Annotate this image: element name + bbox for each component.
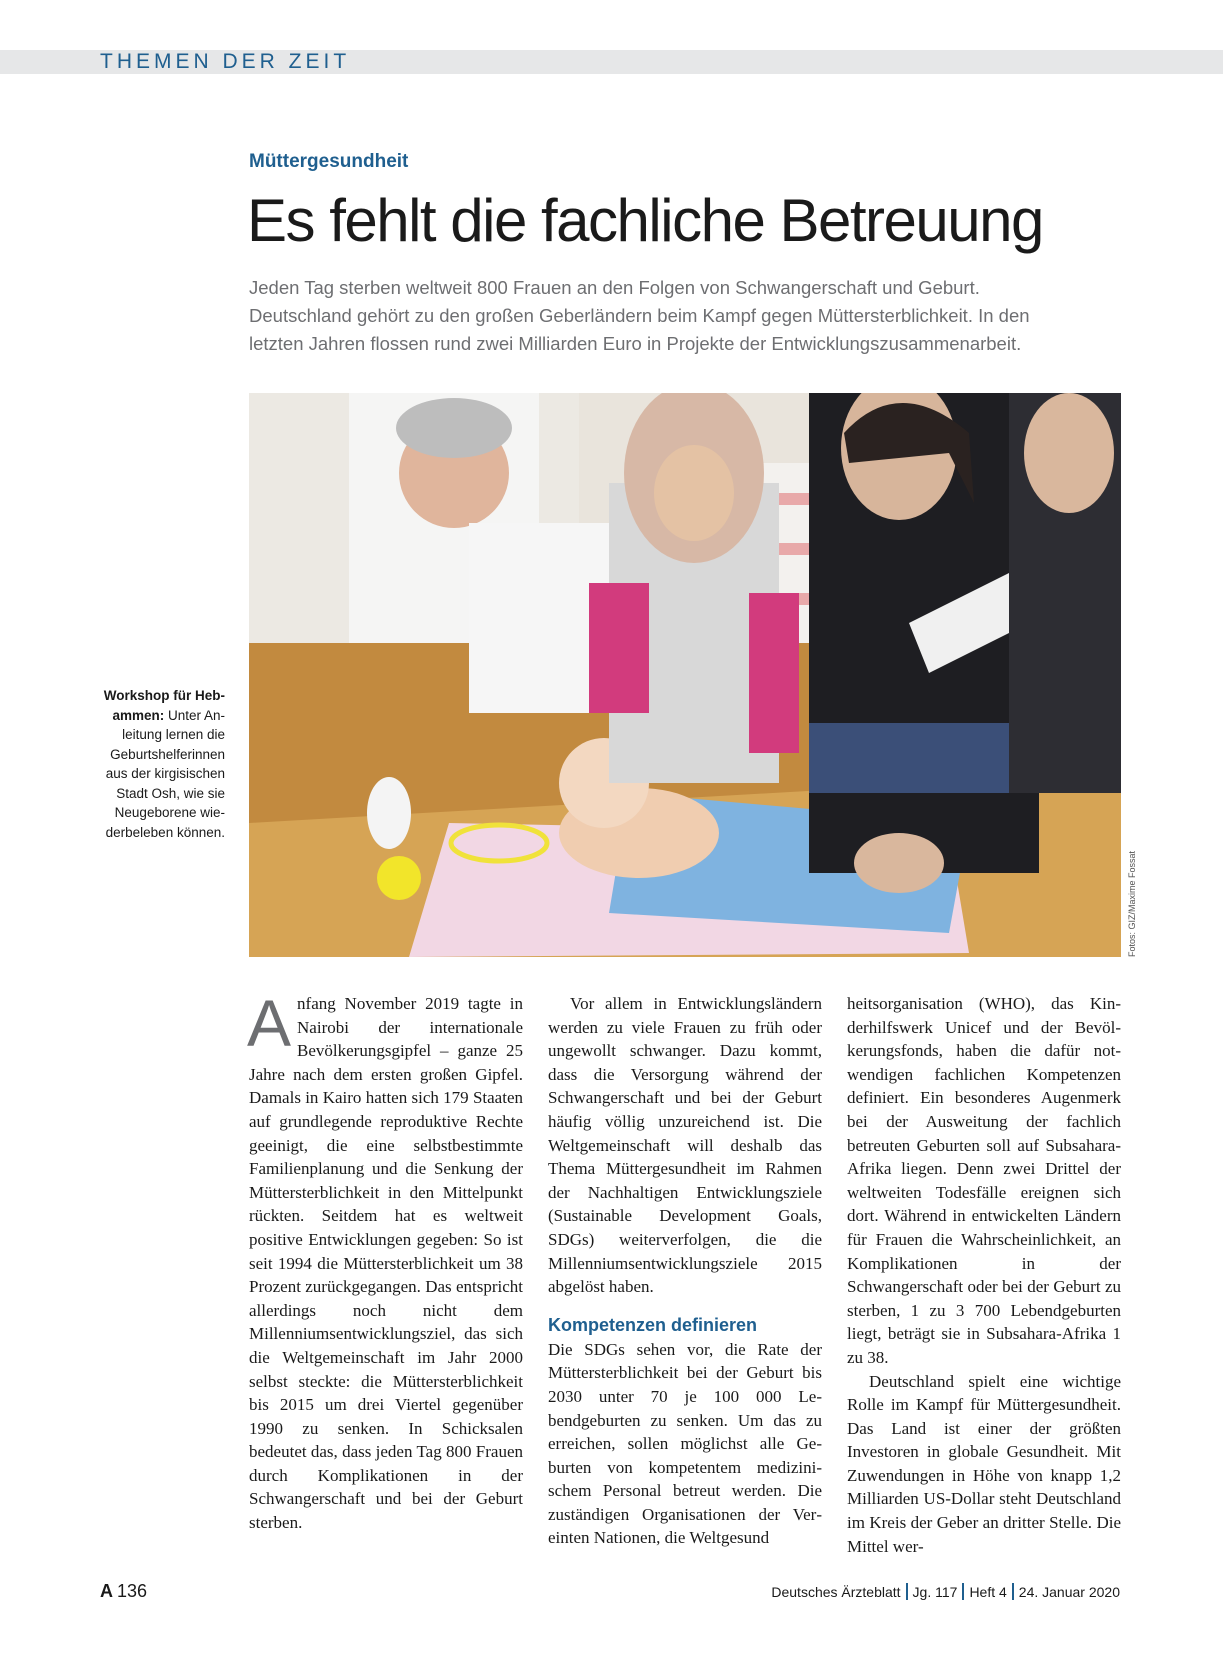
lead-line: letzten Jahren flossen rund zwei Milliarden Euro in Projekte der Entwicklungszusammenarbeit. bbox=[249, 333, 1022, 354]
article-photo bbox=[249, 393, 1121, 957]
footer-divider bbox=[1012, 1583, 1014, 1600]
footer-divider bbox=[962, 1583, 964, 1600]
folio-prefix: A bbox=[100, 1581, 113, 1601]
issue-date: 24. Januar 2020 bbox=[1018, 1584, 1120, 1600]
page-number-value: 136 bbox=[117, 1581, 148, 1601]
article-kicker: Müttergesundheit bbox=[249, 151, 409, 172]
lead-line: Deutschland gehört zu den großen Geberländern beim Kampf gegen Müttersterblichkeit. In den bbox=[249, 305, 1030, 326]
section-label: THEMEN DER ZEIT bbox=[100, 50, 351, 73]
journal-footer bbox=[771, 1583, 1120, 1600]
drop-cap: A bbox=[247, 986, 292, 1060]
body-paragraph: Die SDGs sehen vor, die Rate der Müttersterblichkeit bei der Geburt bis 2030 unter 70 je 100 000 Lebendgeburten zu senken. Um das zu erreichen, sollen möglichst alle Geburten von kompetentem medizinischem Personal betreut werden. Die zuständigen Organisationen der Vereinten Nationen, die Weltgesund bbox=[548, 1339, 822, 1548]
caption-text: Unter Anleitung lernen die Geburtshelferinnen aus der kirgisischen Stadt Osh, wie sie Neugeborene wiederbeleben können. bbox=[105, 707, 225, 840]
section-subhead: Kompetenzen definieren bbox=[548, 1314, 758, 1335]
body-paragraph: Deutschland spielt eine wichtige Rolle im Kampf für Müttergesundheit. Das Land ist einer der größten Investoren in globale Gesundheit. Mit Zuwendungen in Höhe von knapp 1,2 Milliarden US-Dollar steht Deutschland im Kreis der Geber an dritter Stelle. Die Mittel wer- bbox=[847, 1371, 1121, 1556]
journal-name: Deutsches Ärzteblatt bbox=[771, 1584, 901, 1600]
body-column-3 bbox=[847, 992, 1121, 1558]
body-paragraph: nfang November 2019 tagte in Nairobi der internationale Bevölkerungsgipfel – ganze 25 Jahre nach dem ersten großen Gipfel. Damals in Kairo hatten sich 179 Staaten auf grundlegende reproduktive Rechte geeinigt, die eine selbstbestimmte Familienplanung und die Senkung der Müttersterblichkeit in den Mittelpunkt rückten. Seitdem hat es weltweit positive Entwicklungen gegeben: So ist seit 1994 die Müttersterblichkeit um 38 Prozent zurückgegangen. Das entspricht allerdings noch nicht dem Millenniumsentwicklungsziel, das sich die Weltgemeinschaft im Jahr 2000 selbst steckte: die Müttersterblichkeit bis 2015 um drei Viertel gegenüber 1990 zu senken. In Schicksalen bedeutet das, dass jeden Tag 800 Frauen durch Komplikationen in der Schwangerschaft und bei der Geburt sterben. bbox=[249, 994, 523, 1533]
journal-volume: Jg. 117 bbox=[912, 1584, 958, 1600]
workshop-photo-illustration bbox=[249, 393, 1121, 957]
body-paragraph: heitsorganisation (WHO), das Kinderhilfswerk Unicef und der Bevölkerungsfonds, haben die dafür notwendigen fachlichen Kompetenzen definiert. Ein besonderes Augenmerk bei der Ausweitung der fachlich betreuten Geburten soll auf Subsahara-Afrika liegen. Denn zwei Drittel der weltweiten Todesfälle ereignen sich dort. Während in entwickelten Ländern für Frauen die Wahrscheinlichkeit, an Komplikationen in der Schwangerschaft oder bei der Geburt zu sterben, 1 zu 3 700 Lebendgeburten liegt, beträgt sie in Subsahara-Afrika 1 zu 38. bbox=[847, 994, 1121, 1367]
article-lead bbox=[249, 274, 1129, 358]
page-number bbox=[100, 1581, 147, 1602]
photo-credit: Fotos: GIZ/Maxime Fossat bbox=[1127, 850, 1137, 957]
body-paragraph: Vor allem in Entwicklungsländern werden zu viele Frauen zu früh oder ungewollt schwanger. Dazu kommt, dass die Versorgung während der Schwangerschaft und bei der Geburt häufig völlig unzureichend ist. Die Weltgemeinschaft will deshalb das Thema Müttergesundheit im Rahmen der Nachhaltigen Entwicklungsziele (Sustainable Development Goals, SDGs) weiterverfolgen, die die Millenniumsentwicklungsziele 2015 abgelöst haben. bbox=[548, 994, 822, 1297]
footer-divider bbox=[906, 1583, 908, 1600]
photo-caption bbox=[90, 686, 225, 842]
journal-issue: Heft 4 bbox=[969, 1584, 1007, 1600]
caption-lead: Workshop für Hebammen: bbox=[103, 688, 225, 723]
body-column-1 bbox=[247, 986, 523, 1535]
lead-line: Jeden Tag sterben weltweit 800 Frauen an den Folgen von Schwangerschaft und Geburt. bbox=[249, 277, 980, 298]
article-headline: Es fehlt die fachliche Betreuung bbox=[247, 187, 1043, 254]
body-column-2 bbox=[548, 992, 822, 1550]
